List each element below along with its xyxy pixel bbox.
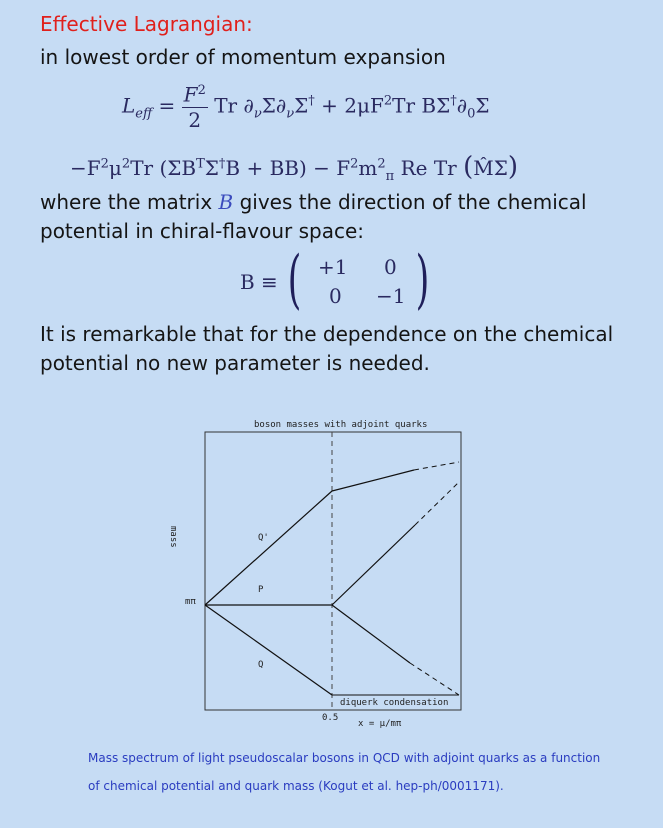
term1: Tr ∂	[214, 93, 254, 118]
l2-b-sup: 2	[121, 156, 131, 172]
chart-ytick: mπ	[185, 597, 196, 607]
matrix-r2c1: 0	[329, 284, 342, 308]
chart-xtick: 0.5	[322, 713, 339, 723]
remark-line-1: It is remarkable that for the dependence on the chemical	[40, 322, 614, 346]
l2-c: Tr	[130, 156, 154, 180]
matrix-text-2: potential in chiral-flavour space:	[40, 219, 364, 243]
series-p-upper-branch	[332, 525, 415, 605]
matrix-r1c2: 0	[384, 255, 397, 279]
caption-line-2: of chemical potential and quark mass (Kogut et al. hep-ph/0001171).	[88, 779, 504, 793]
l2-g-sub: π	[385, 169, 395, 184]
term1b: Σ∂	[261, 93, 287, 118]
slide-title: Effective Lagrangian:	[40, 12, 253, 36]
matrix-text-1	[40, 190, 587, 214]
series-q-line	[205, 605, 332, 695]
frac-numerator: F	[183, 82, 198, 107]
l2-i: M̂Σ	[473, 156, 508, 180]
chart-ylabel: mass	[168, 526, 178, 548]
chart-title: boson masses with adjoint quarks	[254, 420, 428, 430]
series-p-lower-branch	[332, 605, 410, 663]
slide-subtitle: in lowest order of momentum expansion	[40, 45, 446, 69]
l2-f: B + BB) − F	[225, 156, 351, 180]
matrix-text-1b: gives the direction of the chemical	[239, 190, 587, 214]
term2b: ∂	[456, 93, 468, 118]
l2-paren-open: (	[463, 152, 474, 182]
series-q-prime-cont	[332, 470, 414, 491]
term2: Tr BΣ	[392, 93, 451, 118]
term1b-sub: ν	[286, 106, 295, 122]
frac-numerator-exp: 2	[197, 83, 206, 98]
l2-d: (ΣB	[159, 156, 197, 180]
chart-svg	[170, 425, 490, 735]
lagrangian-subscript: eff	[135, 106, 153, 122]
l2-h: Re Tr	[400, 156, 457, 180]
matrix-r1c1: +1	[318, 255, 348, 279]
l2-a-sup: 2	[100, 156, 109, 172]
term1c-sup: †	[308, 93, 315, 109]
l2-g: m	[358, 156, 378, 180]
matrix-text-var: B	[218, 190, 234, 214]
frac-denominator: 2	[188, 107, 202, 132]
plus-term-sup: 2	[383, 93, 393, 109]
lagrangian-symbol: L	[122, 93, 136, 118]
curve-label-q-prime: Q'	[258, 533, 269, 543]
chart-xlabel: x = μ/mπ	[358, 719, 402, 729]
l2-b: μ	[108, 156, 122, 180]
lagrangian-line-1	[122, 84, 489, 130]
matrix-r2c2: −1	[376, 284, 406, 308]
matrix-lhs: B ≡	[240, 270, 278, 294]
term2-sup: †	[450, 93, 457, 109]
l2-e-sup: †	[218, 156, 226, 172]
series-q-prime-dash	[414, 462, 459, 470]
l2-paren-close: )	[507, 152, 519, 182]
l2-f-sup: 2	[350, 156, 359, 172]
curve-label-q: Q	[258, 660, 264, 670]
series-q-prime-line	[205, 491, 332, 605]
equals-sign: =	[158, 93, 176, 118]
term1-sub: ν	[253, 106, 262, 122]
curve-label-p: P	[258, 585, 264, 595]
term1c: Σ	[294, 93, 309, 118]
series-p-lower-dash	[410, 663, 459, 695]
matrix-text-1a: where the matrix	[40, 190, 213, 214]
matrix-paren-right: )	[415, 243, 430, 317]
fraction-f2-over-2	[182, 84, 208, 130]
plus-term: + 2μF	[321, 93, 384, 118]
matrix-paren-left: (	[287, 243, 302, 317]
caption-line-1: Mass spectrum of light pseudoscalar bosons in QCD with adjoint quarks as a function	[88, 751, 601, 765]
term2c: Σ	[475, 93, 490, 118]
l2-g-sup: 2	[377, 156, 386, 172]
series-p-upper-dash	[415, 482, 459, 525]
l2-e: Σ	[204, 156, 219, 180]
chart-annotation: diquerk condensation	[340, 698, 449, 708]
remark-line-2: potential no new parameter is needed.	[40, 351, 430, 375]
l2-d-sup: T	[196, 156, 205, 172]
l2-a: −F	[70, 156, 101, 180]
term2b-sub: 0	[467, 106, 476, 122]
lagrangian-line-2	[70, 152, 518, 184]
